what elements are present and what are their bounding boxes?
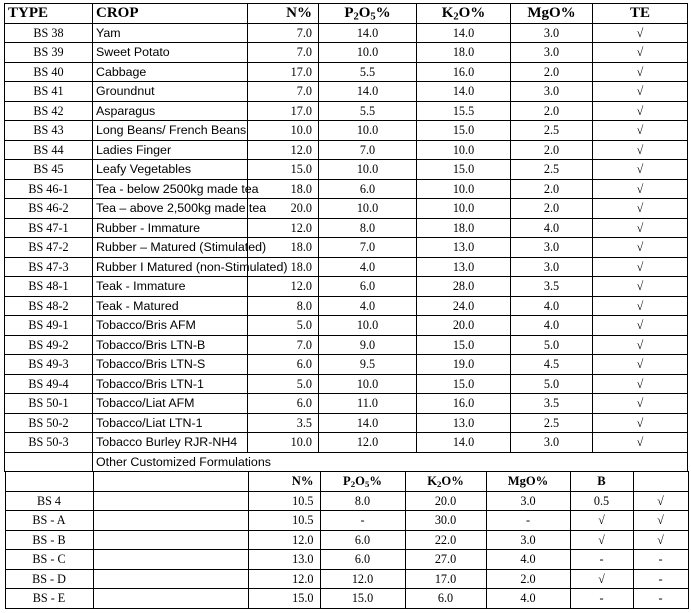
custom-cell-type: BS - C <box>5 550 93 570</box>
cell-te: √ <box>593 218 688 238</box>
cell-n: 10.0 <box>248 433 319 453</box>
custom-title-row <box>5 452 688 472</box>
cell-n: 10.0 <box>248 121 319 141</box>
cell-n: 7.0 <box>248 82 319 102</box>
custom-cell-n: 13.0 <box>248 550 320 570</box>
cell-mgo: 5.0 <box>511 374 593 394</box>
cell-n: 5.0 <box>248 374 319 394</box>
cell-te: √ <box>593 335 688 355</box>
table-row <box>5 160 688 180</box>
cell-k2o: 15.5 <box>417 101 511 121</box>
cell-mgo: 3.0 <box>511 23 593 43</box>
cell-te: √ <box>593 23 688 43</box>
custom-row <box>5 569 688 589</box>
cell-te: √ <box>593 257 688 277</box>
custom-cell-k2o: 20.0 <box>405 491 486 511</box>
cell-type: BS 47-1 <box>5 218 93 238</box>
cell-p2o5: 8.0 <box>319 218 417 238</box>
table-row <box>5 140 688 160</box>
cell-p2o5: 11.0 <box>319 394 417 414</box>
custom-cell-b: √ <box>570 511 633 531</box>
cell-type: BS 49-4 <box>5 374 93 394</box>
cell-n: 12.0 <box>248 218 319 238</box>
cell-te: √ <box>593 316 688 336</box>
table-row <box>5 296 688 316</box>
cell-type: BS 49-1 <box>5 316 93 336</box>
cell-crop: Tobacco/Bris LTN-S <box>93 355 248 375</box>
cell-n: 5.0 <box>248 316 319 336</box>
cell-mgo: 2.5 <box>511 121 593 141</box>
custom-cell-b: √ <box>570 569 633 589</box>
cell-type: BS 50-2 <box>5 413 93 433</box>
cell-n: 18.0 <box>248 179 319 199</box>
custom-cell-n: 10.5 <box>248 491 320 511</box>
cell-crop: Rubber I Matured (non-Stimulated) <box>93 257 248 277</box>
custom-cell-k2o: 6.0 <box>405 589 486 609</box>
cell-crop: Tobacco/Liat AFM <box>93 394 248 414</box>
custom-cell-b: 0.5 <box>570 491 633 511</box>
cell-mgo: 3.0 <box>511 257 593 277</box>
cell-n: 7.0 <box>248 23 319 43</box>
custom-cell-n: 15.0 <box>248 589 320 609</box>
custom-cell-p2o5: - <box>320 511 405 531</box>
table-row <box>5 433 688 453</box>
cell-te: √ <box>593 82 688 102</box>
cell-mgo: 3.0 <box>511 82 593 102</box>
cell-k2o: 28.0 <box>417 277 511 297</box>
cell-te: √ <box>593 433 688 453</box>
cell-te: √ <box>593 121 688 141</box>
table-row <box>5 374 688 394</box>
custom-cell-k2o: 22.0 <box>405 530 486 550</box>
cell-te: √ <box>593 62 688 82</box>
table-row <box>5 62 688 82</box>
custom-header-row <box>5 472 688 492</box>
custom-cell-mgo: - <box>486 511 570 531</box>
cell-p2o5: 10.0 <box>319 199 417 219</box>
cell-mgo: 3.0 <box>511 433 593 453</box>
cell-k2o: 10.0 <box>417 140 511 160</box>
cell-k2o: 15.0 <box>417 374 511 394</box>
cell-te: √ <box>593 394 688 414</box>
cell-k2o: 16.0 <box>417 394 511 414</box>
header-n: N% <box>248 4 319 24</box>
custom-row <box>5 550 688 570</box>
cell-p2o5: 6.0 <box>319 277 417 297</box>
cell-type: BS 49-2 <box>5 335 93 355</box>
custom-cell-blank <box>93 491 248 511</box>
table-header-row <box>5 4 688 24</box>
cell-te: √ <box>593 160 688 180</box>
cell-type: BS 48-2 <box>5 296 93 316</box>
cell-n: 15.0 <box>248 160 319 180</box>
cell-crop: Sweet Potato <box>93 43 248 63</box>
table-row <box>5 335 688 355</box>
cell-n: 18.0 <box>248 257 319 277</box>
table-row <box>5 218 688 238</box>
cell-k2o: 13.0 <box>417 257 511 277</box>
cell-n: 18.0 <box>248 238 319 258</box>
table-row <box>5 413 688 433</box>
cell-mgo: 2.5 <box>511 413 593 433</box>
custom-cell-type: BS - A <box>5 511 93 531</box>
custom-cell-n: 12.0 <box>248 530 320 550</box>
cell-te: √ <box>593 101 688 121</box>
cell-p2o5: 10.0 <box>319 374 417 394</box>
cell-p2o5: 10.0 <box>319 316 417 336</box>
table-row <box>5 355 688 375</box>
cell-crop: Tobacco/Bris LTN-1 <box>93 374 248 394</box>
custom-cell-blank <box>93 550 248 570</box>
cell-te: √ <box>593 140 688 160</box>
cell-mgo: 2.5 <box>511 160 593 180</box>
custom-cell-p2o5: 6.0 <box>320 550 405 570</box>
custom-cell-k2o: 17.0 <box>405 569 486 589</box>
cell-mgo: 3.5 <box>511 277 593 297</box>
cell-te: √ <box>593 199 688 219</box>
custom-cell-te: - <box>633 589 688 609</box>
cell-te: √ <box>593 179 688 199</box>
table-row <box>5 257 688 277</box>
cell-n: 12.0 <box>248 277 319 297</box>
cell-n: 6.0 <box>248 394 319 414</box>
custom-cell-k2o: 27.0 <box>405 550 486 570</box>
cell-p2o5: 10.0 <box>319 121 417 141</box>
custom-cell-te: √ <box>633 530 688 550</box>
cell-mgo: 5.0 <box>511 335 593 355</box>
custom-cell-p2o5: 12.0 <box>320 569 405 589</box>
cell-mgo: 2.0 <box>511 62 593 82</box>
cell-mgo: 2.0 <box>511 199 593 219</box>
header-te: TE <box>593 4 688 24</box>
cell-k2o: 14.0 <box>417 23 511 43</box>
cell-type: BS 50-3 <box>5 433 93 453</box>
cell-k2o: 10.0 <box>417 199 511 219</box>
custom-title: Other Customized Formulations <box>93 452 688 472</box>
cell-type: BS 50-1 <box>5 394 93 414</box>
cell-n: 3.5 <box>248 413 319 433</box>
cell-type: BS 47-3 <box>5 257 93 277</box>
custom-row <box>5 589 688 609</box>
cell-k2o: 24.0 <box>417 296 511 316</box>
cell-n: 8.0 <box>248 296 319 316</box>
table-row <box>5 316 688 336</box>
table-row <box>5 101 688 121</box>
custom-cell-te: - <box>633 569 688 589</box>
cell-type: BS 40 <box>5 62 93 82</box>
custom-formulations-table <box>5 471 689 609</box>
custom-header-mgo: MgO% <box>486 472 570 492</box>
cell-n: 7.0 <box>248 43 319 63</box>
cell-k2o: 13.0 <box>417 238 511 258</box>
cell-mgo: 3.0 <box>511 238 593 258</box>
cell-k2o: 15.0 <box>417 335 511 355</box>
custom-header-p2o5: $P_2O_5\%$ <box>320 472 405 492</box>
custom-cell-type: BS - B <box>5 530 93 550</box>
header-k2o: $K_2O\%$ <box>417 4 511 24</box>
custom-cell-blank <box>93 511 248 531</box>
cell-crop: Teak - Matured <box>93 296 248 316</box>
table-row <box>5 82 688 102</box>
cell-p2o5: 14.0 <box>319 413 417 433</box>
custom-row <box>5 511 688 531</box>
cell-p2o5: 7.0 <box>319 140 417 160</box>
header-type: TYPE <box>5 4 93 24</box>
cell-p2o5: 9.0 <box>319 335 417 355</box>
custom-cell-p2o5: 8.0 <box>320 491 405 511</box>
cell-te: √ <box>593 355 688 375</box>
cell-k2o: 20.0 <box>417 316 511 336</box>
cell-crop: Tobacco/Bris AFM <box>93 316 248 336</box>
custom-cell-p2o5: 6.0 <box>320 530 405 550</box>
cell-crop: Ladies Finger <box>93 140 248 160</box>
custom-cell-mgo: 2.0 <box>486 569 570 589</box>
custom-cell-te: - <box>633 550 688 570</box>
cell-type: BS 45 <box>5 160 93 180</box>
cell-k2o: 15.0 <box>417 121 511 141</box>
cell-type: BS 46-2 <box>5 199 93 219</box>
cell-p2o5: 10.0 <box>319 160 417 180</box>
custom-cell-b: - <box>570 550 633 570</box>
cell-te: √ <box>593 43 688 63</box>
cell-type: BS 42 <box>5 101 93 121</box>
cell-p2o5: 7.0 <box>319 238 417 258</box>
cell-mgo: 2.0 <box>511 140 593 160</box>
cell-type: BS 41 <box>5 82 93 102</box>
cell-k2o: 14.0 <box>417 433 511 453</box>
cell-type: BS 48-1 <box>5 277 93 297</box>
cell-type: BS 43 <box>5 121 93 141</box>
header-p2o5: $P_2O_5\%$ <box>319 4 417 24</box>
cell-p2o5: 12.0 <box>319 433 417 453</box>
custom-cell-te: √ <box>633 511 688 531</box>
table-row <box>5 179 688 199</box>
cell-k2o: 18.0 <box>417 43 511 63</box>
cell-crop: Asparagus <box>93 101 248 121</box>
custom-cell-n: 10.5 <box>248 511 320 531</box>
cell-crop: Rubber – Matured (Stimulated) <box>93 238 248 258</box>
custom-cell-mgo: 4.0 <box>486 550 570 570</box>
cell-n: 20.0 <box>248 199 319 219</box>
table-row <box>5 277 688 297</box>
custom-row <box>5 530 688 550</box>
cell-type: BS 49-3 <box>5 355 93 375</box>
custom-cell-mgo: 4.0 <box>486 589 570 609</box>
cell-k2o: 15.0 <box>417 160 511 180</box>
cell-p2o5: 4.0 <box>319 257 417 277</box>
cell-p2o5: 14.0 <box>319 23 417 43</box>
cell-n: 12.0 <box>248 140 319 160</box>
cell-mgo: 4.0 <box>511 218 593 238</box>
cell-k2o: 10.0 <box>417 179 511 199</box>
cell-k2o: 14.0 <box>417 82 511 102</box>
cell-type: BS 44 <box>5 140 93 160</box>
cell-type: BS 39 <box>5 43 93 63</box>
custom-header-k2o: $K_2O\%$ <box>405 472 486 492</box>
custom-cell-p2o5: 15.0 <box>320 589 405 609</box>
header-mgo: MgO% <box>511 4 593 24</box>
custom-cell-type: BS - E <box>5 589 93 609</box>
header-crop: CROP <box>93 4 248 24</box>
cell-p2o5: 5.5 <box>319 101 417 121</box>
cell-mgo: 3.0 <box>511 43 593 63</box>
fertilizer-formulation-table <box>4 3 687 609</box>
custom-cell-b: √ <box>570 530 633 550</box>
cell-n: 17.0 <box>248 101 319 121</box>
custom-header-b: B <box>570 472 633 492</box>
cell-mgo: 4.5 <box>511 355 593 375</box>
cell-n: 6.0 <box>248 355 319 375</box>
cell-crop: Long Beans/ French Beans <box>93 121 248 141</box>
cell-crop: Groundnut <box>93 82 248 102</box>
custom-cell-type: BS - D <box>5 569 93 589</box>
cell-crop: Rubber - Immature <box>93 218 248 238</box>
cell-crop: Leafy Vegetables <box>93 160 248 180</box>
cell-crop: Tobacco/Bris LTN-B <box>93 335 248 355</box>
cell-n: 7.0 <box>248 335 319 355</box>
cell-k2o: 16.0 <box>417 62 511 82</box>
table-row <box>5 199 688 219</box>
table-row <box>5 121 688 141</box>
cell-type: BS 38 <box>5 23 93 43</box>
custom-cell-mgo: 3.0 <box>486 530 570 550</box>
cell-te: √ <box>593 296 688 316</box>
table-row <box>5 238 688 258</box>
cell-crop: Teak - Immature <box>93 277 248 297</box>
cell-te: √ <box>593 413 688 433</box>
custom-cell-k2o: 30.0 <box>405 511 486 531</box>
cell-crop: Tea - below 2500kg made tea <box>93 179 248 199</box>
cell-p2o5: 9.5 <box>319 355 417 375</box>
cell-type: BS 46-1 <box>5 179 93 199</box>
cell-k2o: 19.0 <box>417 355 511 375</box>
custom-cell-type: BS 4 <box>5 491 93 511</box>
custom-cell-blank <box>93 589 248 609</box>
cell-p2o5: 5.5 <box>319 62 417 82</box>
cell-k2o: 13.0 <box>417 413 511 433</box>
cell-type: BS 47-2 <box>5 238 93 258</box>
custom-row <box>5 491 688 511</box>
custom-cell-blank <box>93 530 248 550</box>
table-row <box>5 394 688 414</box>
cell-mgo: 2.0 <box>511 179 593 199</box>
custom-cell-mgo: 3.0 <box>486 491 570 511</box>
custom-header-n: N% <box>248 472 320 492</box>
cell-te: √ <box>593 277 688 297</box>
cell-mgo: 2.0 <box>511 101 593 121</box>
cell-n: 17.0 <box>248 62 319 82</box>
custom-cell-blank <box>93 569 248 589</box>
cell-p2o5: 6.0 <box>319 179 417 199</box>
custom-cell-n: 12.0 <box>248 569 320 589</box>
cell-te: √ <box>593 238 688 258</box>
cell-p2o5: 4.0 <box>319 296 417 316</box>
cell-crop: Tobacco Burley RJR-NH4 <box>93 433 248 453</box>
cell-crop: Yam <box>93 23 248 43</box>
cell-crop: Tobacco/Liat LTN-1 <box>93 413 248 433</box>
cell-p2o5: 14.0 <box>319 82 417 102</box>
cell-crop: Cabbage <box>93 62 248 82</box>
cell-te: √ <box>593 374 688 394</box>
cell-mgo: 4.0 <box>511 316 593 336</box>
cell-k2o: 18.0 <box>417 218 511 238</box>
cell-crop: Tea – above 2,500kg made tea <box>93 199 248 219</box>
custom-cell-b: - <box>570 589 633 609</box>
cell-mgo: 4.0 <box>511 296 593 316</box>
table-row <box>5 23 688 43</box>
table-row <box>5 43 688 63</box>
cell-p2o5: 10.0 <box>319 43 417 63</box>
cell-mgo: 3.5 <box>511 394 593 414</box>
custom-cell-te: √ <box>633 491 688 511</box>
